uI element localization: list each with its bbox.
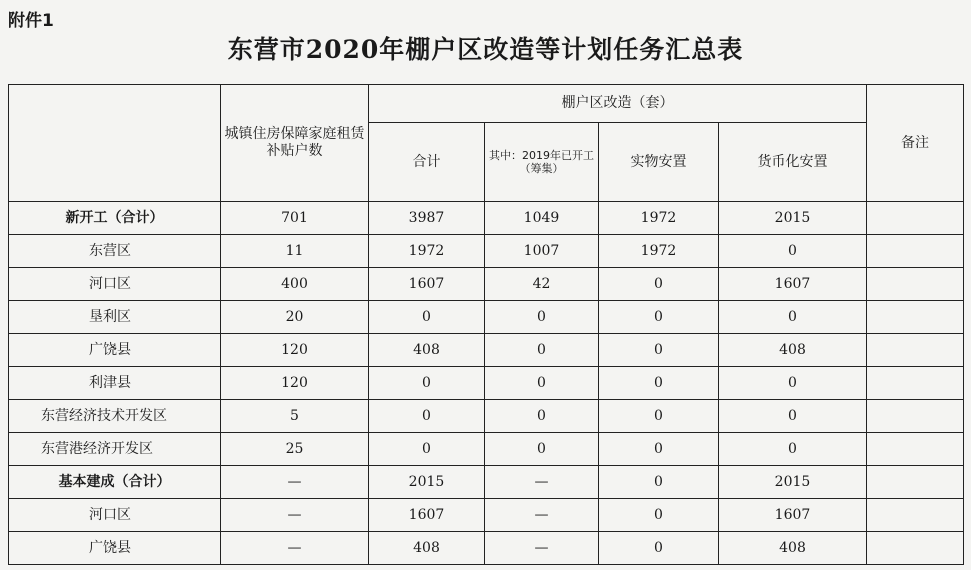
cell-monetary: 1607: [719, 268, 867, 301]
header-subsidy: 城镇住房保障家庭租赁补贴户数: [221, 85, 369, 202]
cell-subsidy: 701: [221, 202, 369, 235]
cell-monetary: 408: [719, 532, 867, 565]
cell-remarks: [867, 268, 964, 301]
table-row: [9, 466, 964, 499]
cell-monetary: 0: [719, 400, 867, 433]
cell-remarks: [867, 202, 964, 235]
table-row: [9, 499, 964, 532]
table-row: [9, 334, 964, 367]
cell-total: 3987: [369, 202, 485, 235]
summary-table: [8, 84, 964, 565]
cell-started: —: [485, 532, 599, 565]
row-name: 东营经济技术开发区: [9, 400, 221, 433]
row-name: 广饶县: [9, 532, 221, 565]
cell-total: 408: [369, 532, 485, 565]
header-region-blank: [9, 85, 221, 202]
cell-total: 1607: [369, 268, 485, 301]
cell-subsidy: —: [221, 499, 369, 532]
cell-total: 1972: [369, 235, 485, 268]
cell-physical: 1972: [599, 202, 719, 235]
cell-physical: 0: [599, 268, 719, 301]
cell-physical: 0: [599, 499, 719, 532]
cell-remarks: [867, 235, 964, 268]
cell-remarks: [867, 301, 964, 334]
cell-remarks: [867, 400, 964, 433]
cell-physical: 0: [599, 367, 719, 400]
table-row: [9, 367, 964, 400]
cell-remarks: [867, 532, 964, 565]
cell-total: 1607: [369, 499, 485, 532]
cell-remarks: [867, 499, 964, 532]
cell-started: 0: [485, 367, 599, 400]
cell-remarks: [867, 433, 964, 466]
cell-subsidy: 11: [221, 235, 369, 268]
cell-subsidy: 120: [221, 367, 369, 400]
cell-started: 42: [485, 268, 599, 301]
header-row-1: [9, 85, 964, 123]
cell-subsidy: 400: [221, 268, 369, 301]
cell-monetary: 2015: [719, 466, 867, 499]
cell-started: —: [485, 466, 599, 499]
row-name: 河口区: [9, 499, 221, 532]
header-physical: 实物安置: [599, 123, 719, 202]
cell-started: 0: [485, 400, 599, 433]
attachment-label: 附件1: [8, 11, 54, 31]
header-remarks: 备注: [867, 85, 964, 202]
cell-monetary: 408: [719, 334, 867, 367]
table-row: [9, 301, 964, 334]
row-name: 广饶县: [9, 334, 221, 367]
row-name: 新开工（合计）: [9, 202, 221, 235]
table-row: [9, 400, 964, 433]
cell-subsidy: —: [221, 532, 369, 565]
cell-started: 0: [485, 334, 599, 367]
cell-monetary: 0: [719, 433, 867, 466]
cell-total: 408: [369, 334, 485, 367]
table-row: [9, 235, 964, 268]
cell-started: 0: [485, 433, 599, 466]
cell-physical: 0: [599, 466, 719, 499]
cell-physical: 0: [599, 400, 719, 433]
cell-subsidy: —: [221, 466, 369, 499]
cell-monetary: 0: [719, 235, 867, 268]
header-started-2019: 其中：2019年已开工（筹集）: [485, 123, 599, 202]
row-name: 东营区: [9, 235, 221, 268]
cell-monetary: 0: [719, 301, 867, 334]
cell-total: 0: [369, 367, 485, 400]
cell-physical: 0: [599, 532, 719, 565]
row-name: 东营港经济开发区: [9, 433, 221, 466]
header-renovation: 棚户区改造（套）: [369, 85, 867, 123]
row-name: 基本建成（合计）: [9, 466, 221, 499]
row-name: 垦利区: [9, 301, 221, 334]
cell-physical: 0: [599, 433, 719, 466]
cell-physical: 0: [599, 301, 719, 334]
page-title: 东营市2020年棚户区改造等计划任务汇总表: [227, 35, 744, 64]
cell-subsidy: 25: [221, 433, 369, 466]
row-name: 利津县: [9, 367, 221, 400]
cell-remarks: [867, 334, 964, 367]
cell-started: —: [485, 499, 599, 532]
cell-remarks: [867, 466, 964, 499]
header-monetary: 货币化安置: [719, 123, 867, 202]
cell-physical: 0: [599, 334, 719, 367]
cell-started: 1007: [485, 235, 599, 268]
cell-started: 1049: [485, 202, 599, 235]
cell-physical: 1972: [599, 235, 719, 268]
cell-remarks: [867, 367, 964, 400]
cell-started: 0: [485, 301, 599, 334]
cell-monetary: 1607: [719, 499, 867, 532]
cell-total: 0: [369, 433, 485, 466]
cell-subsidy: 5: [221, 400, 369, 433]
cell-subsidy: 20: [221, 301, 369, 334]
table-row: [9, 532, 964, 565]
cell-total: 0: [369, 400, 485, 433]
table-row: [9, 433, 964, 466]
cell-monetary: 0: [719, 367, 867, 400]
table-row: [9, 268, 964, 301]
cell-subsidy: 120: [221, 334, 369, 367]
header-total: 合计: [369, 123, 485, 202]
cell-total: 2015: [369, 466, 485, 499]
row-name: 河口区: [9, 268, 221, 301]
cell-monetary: 2015: [719, 202, 867, 235]
cell-total: 0: [369, 301, 485, 334]
table-row: [9, 202, 964, 235]
